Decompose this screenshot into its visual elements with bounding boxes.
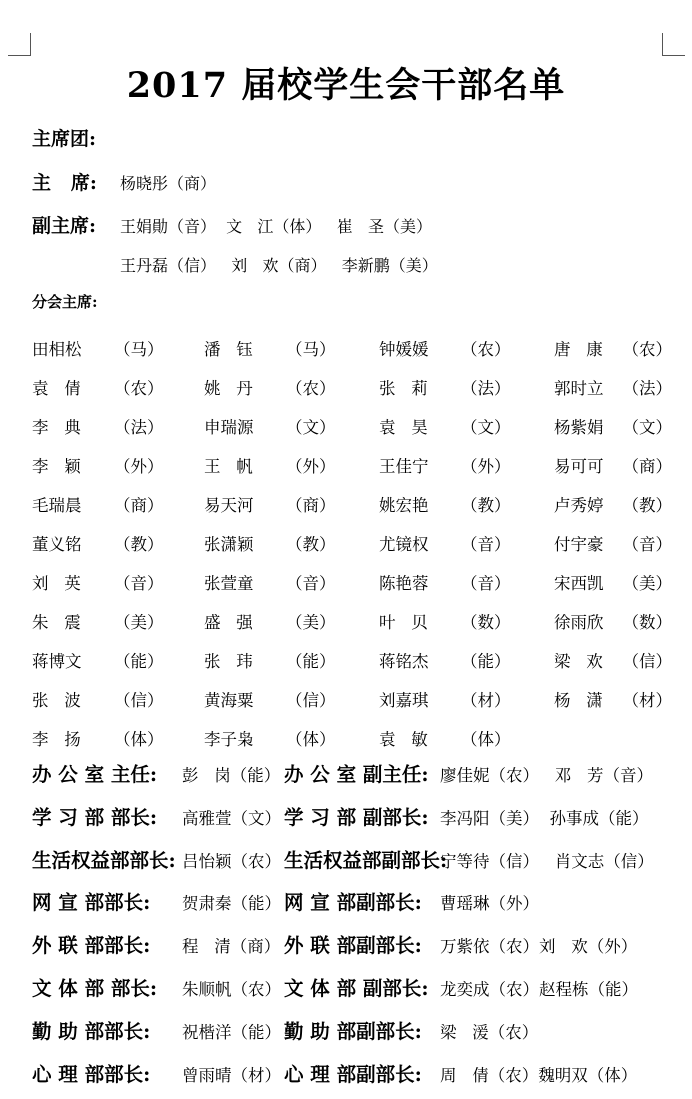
college-tag: （外）: [286, 456, 336, 476]
chair-name: 李 扬: [32, 729, 81, 749]
branch-row: [32, 523, 672, 562]
chair-name: 张 波: [32, 690, 81, 710]
chair-name: 钟媛媛: [379, 339, 429, 359]
department-row: [32, 887, 672, 917]
college-tag: （教）: [286, 534, 336, 554]
chair-name: 尤镜权: [379, 534, 429, 554]
college-tag: （美）: [622, 573, 672, 593]
department-head-name: 吕怡颖（农）: [182, 851, 281, 871]
college-tag: （信）: [622, 651, 672, 671]
branch-chair: [204, 648, 379, 672]
chair-name: 陈艳蓉: [379, 573, 429, 593]
department-row: [32, 845, 672, 875]
chair-name: 张潇颖: [204, 534, 254, 554]
branch-chair: [32, 648, 204, 672]
department-deputy-names: 周 倩（农）魏明双（体）: [440, 1065, 638, 1085]
branch-chair: [379, 375, 554, 399]
branch-chair: [554, 687, 672, 711]
branch-row: [32, 679, 672, 718]
chair-name: 郭时立: [554, 378, 604, 398]
college-tag: （农）: [622, 339, 672, 359]
college-tag: （商）: [114, 495, 164, 515]
chair-name: 姚 丹: [204, 378, 253, 398]
department-row: [32, 1016, 672, 1046]
department-head-name: 曾雨晴（材）: [182, 1065, 281, 1085]
college-tag: （材）: [622, 690, 672, 710]
chair-name: 李子枭: [204, 729, 254, 749]
chair-name: 张 玮: [204, 651, 253, 671]
branch-chair: [554, 414, 672, 438]
department-deputy-label: 办 公 室 副主任:: [284, 763, 429, 786]
chair-name: 袁 倩: [32, 378, 81, 398]
branch-chair: [32, 726, 204, 750]
branch-chair: [204, 414, 379, 438]
college-tag: （信）: [286, 690, 336, 710]
department-head-name: 高雅萱（文）: [182, 808, 281, 828]
branch-chair: [379, 648, 554, 672]
college-tag: （能）: [114, 651, 164, 671]
chair-name: 田相松: [32, 339, 82, 359]
department-head-label: 办 公 室 主任:: [32, 763, 158, 786]
college-tag: （农）: [114, 378, 164, 398]
chair-name: 盛 强: [204, 612, 253, 632]
branch-chair: [204, 336, 379, 360]
department-head-label: 外 联 部部长:: [32, 934, 151, 958]
college-tag: （商）: [622, 456, 672, 476]
chair-name: 卢秀婷: [554, 495, 604, 515]
college-tag: （外）: [114, 456, 164, 476]
department-deputy-label: 文 体 部 副部长:: [284, 977, 429, 1000]
chair-name: 梁 欢: [554, 651, 603, 671]
chair-name: 蒋铭杰: [379, 651, 429, 671]
department-head-label: 生活权益部部长:: [32, 848, 176, 872]
college-tag: （美）: [286, 612, 336, 632]
branch-row: [32, 601, 672, 640]
department-deputy-label: 心 理 部副部长:: [284, 1062, 422, 1086]
college-tag: （文）: [622, 417, 672, 437]
chair-name: 李 典: [32, 417, 81, 437]
branch-chair: [204, 609, 379, 633]
branch-chair: [554, 453, 672, 477]
crop-mark-top-right: [662, 33, 685, 56]
college-tag: （体）: [286, 729, 336, 749]
department-head-name: 彭 岗（能）: [182, 766, 281, 785]
college-tag: （音）: [114, 573, 164, 593]
chair-name: 董义铭: [32, 534, 82, 554]
college-tag: （材）: [461, 690, 511, 710]
department-deputy-names: 梁 湲（农）: [440, 1022, 539, 1042]
chair-name: 易天河: [204, 495, 254, 515]
department-head-name: 程 清（商）: [182, 937, 281, 957]
branch-chair: [204, 570, 379, 594]
department-deputy-label: 勤 助 部副部长:: [284, 1019, 422, 1043]
college-tag: （文）: [461, 417, 511, 437]
vice-chair-label: 副主席:: [32, 215, 97, 237]
branch-chair: [32, 375, 204, 399]
college-tag: （信）: [114, 690, 164, 710]
branch-row: [32, 367, 672, 406]
chair-name: 李 颖: [32, 456, 81, 476]
chair-name: 付宇豪: [554, 534, 604, 554]
chair-name: 朱 震: [32, 612, 81, 632]
branch-chair: [379, 336, 554, 360]
college-tag: （教）: [622, 495, 672, 515]
college-tag: （马）: [286, 339, 336, 359]
branch-chair: [32, 492, 204, 516]
branch-chair: [204, 726, 379, 750]
branch-row: [32, 640, 672, 679]
branch-chair: [554, 336, 672, 360]
department-head-label: 学 习 部 部长:: [32, 805, 158, 829]
branch-chair: [554, 375, 672, 399]
department-deputy-label: 生活权益部副部长:: [284, 848, 448, 872]
branch-chair: [32, 570, 204, 594]
department-deputy-label: 外 联 部副部长:: [284, 934, 422, 958]
department-deputy-names: 宁等待（信） 肖文志（信）: [440, 851, 654, 871]
college-tag: （体）: [461, 729, 511, 749]
college-tag: （法）: [622, 378, 672, 398]
college-tag: （音）: [461, 534, 511, 554]
chair-name: 刘 英: [32, 573, 81, 593]
college-tag: （音）: [286, 573, 336, 593]
branch-chair: [32, 531, 204, 555]
branch-chairs-grid: [32, 328, 672, 757]
branch-chair: [554, 570, 672, 594]
branch-chair: [379, 726, 554, 750]
chair-value: 杨晓彤（商）: [120, 174, 217, 193]
college-tag: （音）: [622, 534, 672, 554]
college-tag: （数）: [622, 612, 672, 632]
chair-name: 蒋博文: [32, 651, 82, 671]
branch-chair: [204, 375, 379, 399]
department-deputy-label: 学 习 部 副部长:: [284, 805, 429, 829]
college-tag: （能）: [461, 651, 511, 671]
branch-chair: [554, 648, 672, 672]
branch-chair: [204, 492, 379, 516]
department-deputy-names: 廖佳妮（农） 邓 芳（音）: [440, 766, 653, 785]
branch-chair: [379, 453, 554, 477]
chair-name: 易可可: [554, 456, 604, 476]
branch-chair: [379, 492, 554, 516]
branch-heading: 分会主席:: [32, 293, 98, 311]
college-tag: （外）: [461, 456, 511, 476]
vice-chair-line-2: 王丹磊（信） 刘 欢（商） 李新鹏（美）: [120, 256, 438, 275]
chair-name: 宋西凯: [554, 573, 604, 593]
department-row: [32, 1059, 672, 1089]
branch-chair: [379, 531, 554, 555]
chair-name: 黄海粟: [204, 690, 254, 710]
department-deputy-label: 网 宣 部副部长:: [284, 891, 422, 915]
chair-name: 张 莉: [379, 378, 428, 398]
department-head-name: 贺肃秦（能）: [182, 894, 281, 914]
college-tag: （法）: [461, 378, 511, 398]
college-tag: （商）: [286, 495, 336, 515]
chair-name: 袁 昊: [379, 417, 428, 437]
branch-row: [32, 406, 672, 445]
branch-chair: [32, 687, 204, 711]
chair-name: 潘 钰: [204, 339, 253, 359]
college-tag: （美）: [114, 612, 164, 632]
chair-name: 徐雨欣: [554, 612, 604, 632]
chair-name: 王 帆: [204, 456, 253, 476]
vice-chair-line-1: 王娟勛（音） 文 江（体） 崔 圣（美）: [120, 217, 432, 236]
chair-name: 袁 敏: [379, 729, 428, 749]
college-tag: （文）: [286, 417, 336, 437]
branch-chair: [32, 609, 204, 633]
department-row: [32, 802, 672, 832]
chair-name: 刘嘉琪: [379, 690, 429, 710]
college-tag: （农）: [461, 339, 511, 359]
department-deputy-names: 万紫依（农）刘 欢（外）: [440, 937, 638, 957]
college-tag: （农）: [286, 378, 336, 398]
branch-chair: [379, 687, 554, 711]
department-head-label: 文 体 部 部长:: [32, 977, 158, 1000]
branch-row: [32, 718, 672, 757]
chair-name: 杨紫娟: [554, 417, 604, 437]
college-tag: （体）: [114, 729, 164, 749]
department-head-name: 祝楷洋（能）: [182, 1022, 281, 1042]
branch-chair: [204, 687, 379, 711]
branch-row: [32, 484, 672, 523]
college-tag: （能）: [286, 651, 336, 671]
branch-chair: [204, 531, 379, 555]
department-row: [32, 930, 672, 960]
chair-name: 唐 康: [554, 339, 603, 359]
crop-mark-top-left: [8, 33, 31, 56]
department-deputy-names: 李冯阳（美） 孙事成（能）: [440, 808, 649, 828]
college-tag: （教）: [461, 495, 511, 515]
branch-chair: [554, 531, 672, 555]
chair-name: 杨 潇: [554, 690, 603, 710]
chair-label: 主 席:: [32, 172, 97, 194]
chair-name: 王佳宁: [379, 456, 429, 476]
chair-name: 申瑞源: [204, 417, 254, 437]
chair-name: 姚宏艳: [379, 495, 429, 515]
department-head-label: 心 理 部部长:: [32, 1062, 151, 1086]
branch-chair: [32, 414, 204, 438]
page-title: 2017 届校学生会干部名单: [126, 65, 566, 106]
college-tag: （法）: [114, 417, 164, 437]
department-deputy-names: 曹瑶琳（外）: [440, 894, 539, 914]
branch-row: [32, 562, 672, 601]
chair-name: 叶 贝: [379, 612, 428, 632]
branch-chair: [379, 609, 554, 633]
department-row: [32, 973, 672, 1003]
college-tag: （音）: [461, 573, 511, 593]
department-head-name: 朱顺帆（农）: [182, 980, 281, 999]
branch-chair: [554, 609, 672, 633]
college-tag: （教）: [114, 534, 164, 554]
branch-chair: [204, 453, 379, 477]
branch-row: [32, 328, 672, 367]
chair-name: 张萱童: [204, 573, 254, 593]
college-tag: （马）: [114, 339, 164, 359]
presidium-heading: 主席团:: [32, 128, 97, 150]
branch-chair: [379, 570, 554, 594]
department-row: [32, 759, 672, 789]
department-head-label: 网 宣 部部长:: [32, 891, 151, 915]
college-tag: （数）: [461, 612, 511, 632]
branch-chair: [554, 492, 672, 516]
branch-chair: [379, 414, 554, 438]
branch-chair: [32, 453, 204, 477]
department-head-label: 勤 助 部部长:: [32, 1019, 151, 1043]
chair-name: 毛瑞晨: [32, 495, 82, 515]
branch-chair: [32, 336, 204, 360]
department-deputy-names: 龙奕成（农）赵程栋（能）: [440, 980, 638, 999]
branch-row: [32, 445, 672, 484]
